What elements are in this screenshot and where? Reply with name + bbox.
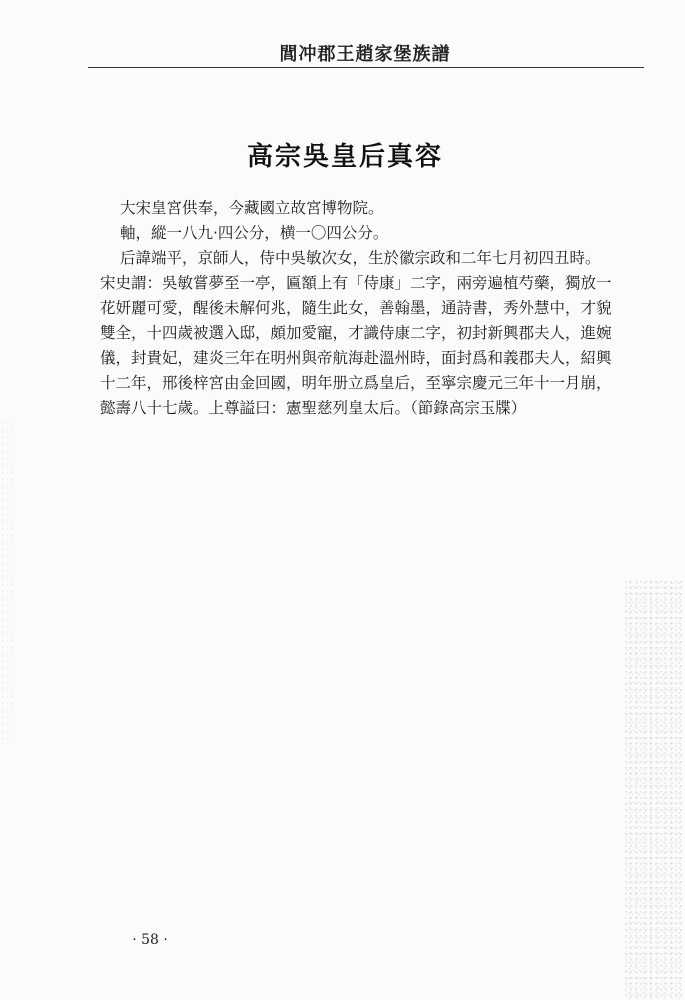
paragraph-dimensions: 軸，縱一八九·四公分，横一〇四公分。 <box>120 224 389 242</box>
header-rule <box>88 67 644 68</box>
page-title: 高宗吳皇后真容 <box>246 142 443 172</box>
body-text <box>100 196 612 421</box>
scan-noise-right <box>625 580 685 1000</box>
scan-noise-left <box>0 420 14 740</box>
running-header: 閭冲郡王趙家堡族譜 <box>279 44 451 65</box>
page-number: · 58 · <box>132 932 168 948</box>
paragraph-biography: 后諱端平，京師人，侍中吳敏次女，生於徽宗政和二年七月初四丑時。宋史謂：吳敏嘗夢至一亭，匾額上有「侍康」二字，兩旁遍植芍藥，獨放一花妍麗可愛，醒後未解何兆，隨生此女，善翰墨，通詩書，秀外慧中，才貌雙全，十四歲被選入邸，頗加愛寵，才識侍康二字，初封新興郡夫人，進婉儀，封貴妃，建炎三年在明州與帝航海赴溫州時，面封爲和義郡夫人，紹興十二年，邢後梓宮由金回國，明年册立爲皇后，至寧宗慶元三年十一月崩，懿壽八十七歲。上尊謚曰：憲聖慈列皇太后。（節錄高宗玉牒） <box>100 249 612 417</box>
paragraph-source: 大宋皇宮供奉，今藏國立故宮博物院。 <box>120 199 384 217</box>
